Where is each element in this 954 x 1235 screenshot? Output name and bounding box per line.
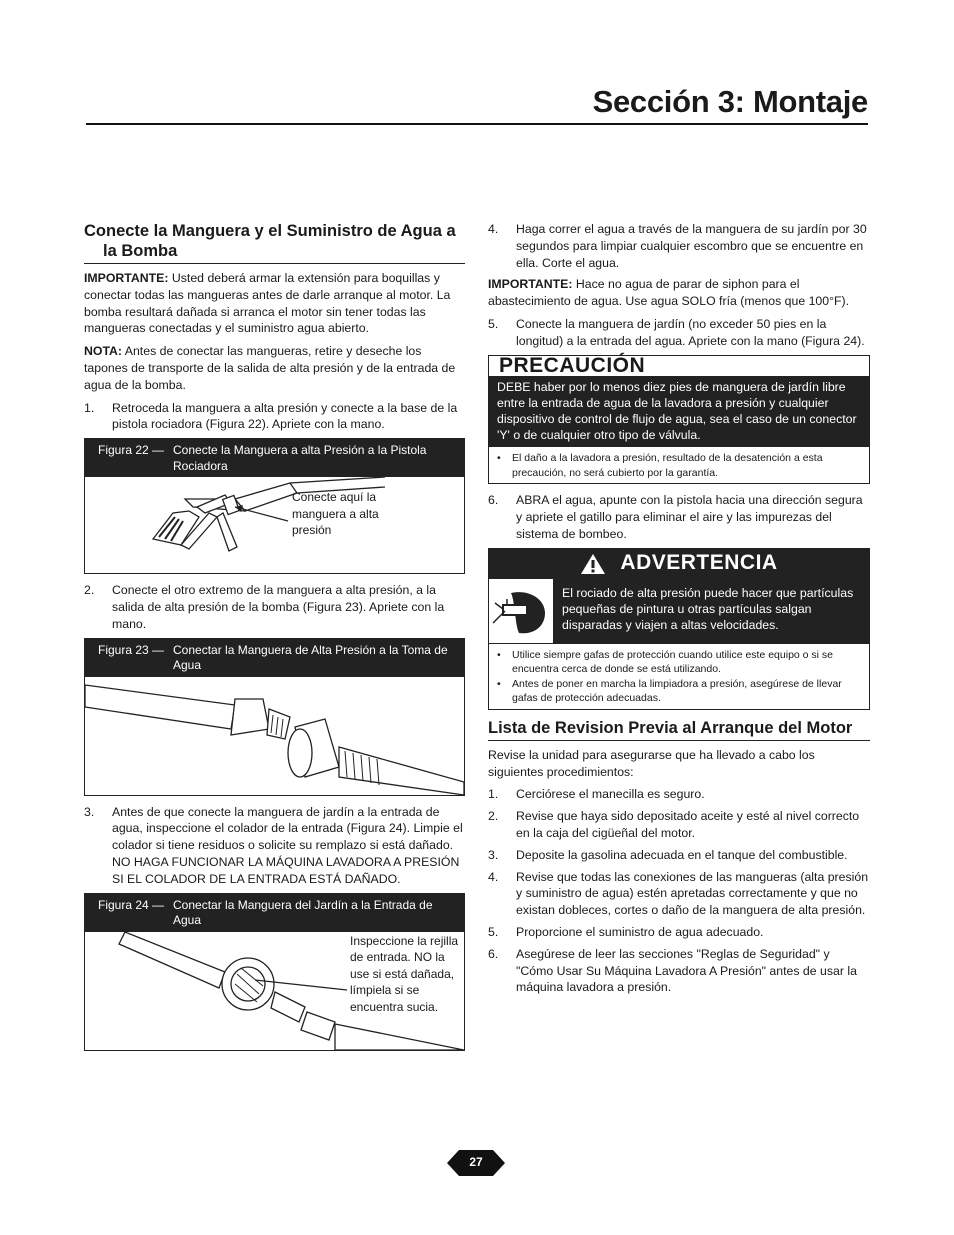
list-item xyxy=(497,648,861,677)
figure-annotation: Conecte aquí la manguera a alta presión xyxy=(292,490,379,538)
note-text: Antes de conectar las mangueras, retire y deseche los tapones de transporte de la salida de alta presión y de la entrada de agua de la bomba. xyxy=(84,344,456,392)
warning-box xyxy=(488,548,870,710)
warning-title: ADVERTENCIA xyxy=(620,551,778,575)
figure-caption xyxy=(85,639,464,677)
step-text: ABRA el agua, apunte con la pistola hacia una dirección segura y apriete el gatillo para eliminar el aire y las impurezas del sistema de bombeo. xyxy=(516,493,863,541)
section-heading: Conecte la Manguera y el Suministro de Agua a la Bomba xyxy=(84,222,456,260)
heading-divider xyxy=(488,740,870,741)
step-text: Antes de que conecte la manguera de jardín a la entrada de agua, inspeccione el colador de la entrada (Figura 24). Limpie el colador si tiene residuos o solicite su remplazo si está dañado. NO HAGA FUNCIONAR LA MÁQUINA LAVADORA A PRESIÓN SI EL COLADOR DE LA ENTRADA ESTÁ DAÑADO. xyxy=(112,804,463,886)
warning-bullet-list xyxy=(489,644,869,709)
page-number-badge xyxy=(447,1150,505,1176)
warning-bullet: Antes de poner en marcha la limpiadora a presión, asegúrese de llevar gafas de protección adecuadas. xyxy=(512,677,842,705)
figure-annotation: Inspeccione la rejilla de entrada. NO la use si está dañada, límpiela si se encuentra sucia. xyxy=(350,933,459,1014)
checklist-item xyxy=(488,847,870,864)
important-text: Usted deberá armar la extensión para boquillas y conectar todas las mangueras antes de darle arranque al motor. La bomba resultará dañada si arranca el motor sin tener todas las mangueras conectadas y el suministro agua abierto. xyxy=(84,271,451,336)
figure-24 xyxy=(84,893,465,1051)
item-text: Deposite la gasolina adecuada en el tanque del combustible. xyxy=(516,847,848,862)
step-number: 2. xyxy=(84,583,95,598)
warning-text: El rociado de alta presión puede hacer que partículas pequeñas de pintura u otras partículas salgan disparadas y viajen a altas velocidades. xyxy=(554,579,869,643)
warning-triangle-icon xyxy=(580,553,606,575)
step-text: Haga correr el agua a través de la manguera de su jardín por 30 segundos para limpiar cualquier escombro que se encuentre en ella. Corte el agua. xyxy=(516,222,867,270)
list-item xyxy=(497,451,861,480)
right-column xyxy=(488,221,870,1001)
checklist-item xyxy=(488,808,870,842)
item-number: 6. xyxy=(488,946,499,961)
figure-caption-text: Conectar la Manguera del Jardín a la Entrada de Agua xyxy=(173,897,433,928)
step-number: 1. xyxy=(84,400,95,415)
hose-connector-illustration xyxy=(85,677,464,795)
item-text: Cerciórese el manecilla es seguro. xyxy=(516,787,705,802)
warning-row xyxy=(489,579,869,644)
figure-number: Figura 24 — xyxy=(98,897,165,912)
item-text: Revise que todas las conexiones de las mangueras (alta presión y suministro de agua) estén apretadas correctamente y que no existan dobleces, cortes o daño de la manguera de alta presión. xyxy=(516,869,869,918)
caution-text: DEBE haber por lo menos diez pies de manguera de jardín libre entre la entrada de agua de la lavadora a presión y cualquier dispositivo de control de flujo de agua, sea el caso de un conector 'Y' o de cualquier otro tipo de válvula. xyxy=(489,376,869,447)
checklist-item xyxy=(488,869,870,919)
step-number: 3. xyxy=(84,804,95,819)
step-6 xyxy=(488,492,870,542)
checklist-item xyxy=(488,786,870,803)
item-number: 2. xyxy=(488,809,499,824)
step-text: Conecte el otro extremo de la manguera a alta presión, a la salida de alta presión de la bomba (Figura 23). Apriete con la mano. xyxy=(112,583,445,631)
caution-title: PRECAUCIÓN xyxy=(499,353,646,377)
item-text: Asegúrese de leer las secciones "Reglas de Seguridad" y "Cómo Usar Su Máquina Lavadora A Presión" antes de usar la máquina lavadora a presión. xyxy=(516,946,857,995)
important-text: Hace no agua de parar de siphon para el abastecimiento de agua. Use agua SOLO fría (menos que 100°F). xyxy=(488,277,850,309)
heading-divider xyxy=(84,263,465,264)
step-number: 6. xyxy=(488,493,499,508)
figure-caption xyxy=(85,439,464,477)
checklist-item xyxy=(488,946,870,996)
bullet-icon: • xyxy=(497,677,501,690)
page-title: Sección 3: Montaje xyxy=(592,84,868,119)
figure-caption-text: Conecte la Manguera a alta Presión a la Pistola Rociadora xyxy=(173,443,427,473)
bullet-icon: • xyxy=(497,452,501,465)
item-number: 5. xyxy=(488,924,499,939)
step-text: Retroceda la manguera a alta presión y conecte a la base de la pistola rociadora (Figura 22). Apriete con la mano. xyxy=(112,400,458,432)
item-number: 1. xyxy=(488,787,499,802)
figure-image xyxy=(85,677,464,795)
figure-number: Figura 22 — xyxy=(98,443,165,458)
item-number: 4. xyxy=(488,869,499,884)
step-2 xyxy=(84,582,465,632)
item-number: 3. xyxy=(488,847,499,862)
note-label: NOTA: xyxy=(84,344,123,359)
list-item xyxy=(497,677,861,706)
important-paragraph xyxy=(84,270,465,337)
figure-number: Figura 23 — xyxy=(98,642,165,657)
warning-header xyxy=(489,549,869,579)
checklist-item xyxy=(488,924,870,941)
step-1 xyxy=(84,400,465,434)
figure-caption-text: Conectar la Manguera de Alta Presión a la Toma de Agua xyxy=(173,642,448,673)
figure-caption xyxy=(85,894,464,932)
safety-goggles-icon xyxy=(489,579,554,643)
caution-box xyxy=(488,355,870,485)
checklist-intro: Revise la unidad para asegurarse que ha llevado a cabo los siguientes procedimientos: xyxy=(488,747,815,779)
important-label: IMPORTANTE: xyxy=(488,277,573,292)
caution-bullet: El daño a la lavadora a presión, resultado de la desatención a esta precaución, no será cubierto por la garantía. xyxy=(512,452,823,479)
step-text: Conecte la manguera de jardín (no exceder 50 pies en la longitud) a la entrada del agua. Apriete con la mano (Figura 24). xyxy=(516,316,865,348)
caution-bullet-list xyxy=(489,447,869,483)
figure-23 xyxy=(84,638,465,796)
step-number: 5. xyxy=(488,316,499,331)
checklist-heading: Lista de Revision Previa al Arranque del Motor xyxy=(488,718,853,737)
step-3 xyxy=(84,804,465,888)
page-number: 27 xyxy=(469,1155,483,1169)
item-text: Proporcione el suministro de agua adecuado. xyxy=(516,924,764,939)
step-number: 4. xyxy=(488,222,499,236)
step-4 xyxy=(488,221,870,271)
important-label: IMPORTANTE: xyxy=(84,271,169,285)
item-text: Revise que haya sido depositado aceite y esté al nivel correcto en la caja del cigüeñal del motor. xyxy=(516,809,860,840)
figure-image xyxy=(85,477,464,573)
important-paragraph xyxy=(488,276,870,310)
figure-image xyxy=(85,932,464,1050)
step-5 xyxy=(488,316,870,350)
note-paragraph xyxy=(84,343,465,393)
bullet-icon: • xyxy=(497,648,501,661)
title-divider xyxy=(86,123,868,125)
warning-bullet: Utilice siempre gafas de protección cuando utilice este equipo o si se encuentra cerca de donde se está utilizando. xyxy=(512,648,834,676)
left-column xyxy=(84,221,465,1059)
figure-22 xyxy=(84,438,465,574)
